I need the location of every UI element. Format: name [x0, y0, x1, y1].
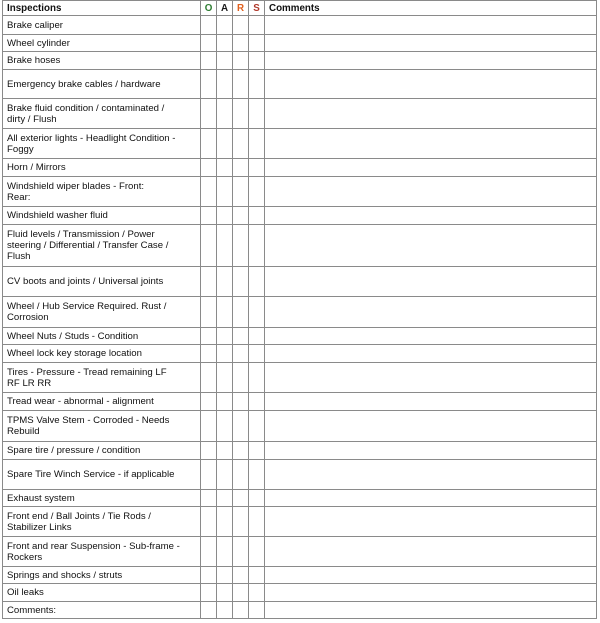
comment-cell[interactable]	[265, 328, 597, 345]
o-checkbox-cell[interactable]	[201, 567, 217, 584]
inspection-label: Exhaust system	[3, 490, 201, 507]
comment-cell[interactable]	[265, 225, 597, 267]
r-checkbox-cell[interactable]	[233, 297, 249, 328]
r-checkbox-cell[interactable]	[233, 537, 249, 567]
inspection-label: Brake caliper	[3, 16, 201, 35]
o-checkbox-cell[interactable]	[201, 442, 217, 460]
o-checkbox-cell[interactable]	[201, 460, 217, 490]
a-checkbox-cell[interactable]	[217, 177, 233, 207]
inspection-label: Wheel cylinder	[3, 35, 201, 52]
inspection-label: Spare tire / pressure / condition	[3, 442, 201, 460]
inspection-label: Front end / Ball Joints / Tie Rods / Stabilizer Links	[3, 507, 201, 537]
inspection-label: Wheel / Hub Service Required. Rust / Corrosion	[3, 297, 201, 328]
a-checkbox-cell[interactable]	[217, 70, 233, 99]
table-row	[3, 16, 597, 35]
comment-cell[interactable]	[265, 537, 597, 567]
table-row	[3, 584, 597, 602]
inspection-label: TPMS Valve Stem - Corroded - Needs Rebuild	[3, 411, 201, 442]
o-checkbox-cell[interactable]	[201, 35, 217, 52]
s-checkbox-cell[interactable]	[249, 411, 265, 442]
table-row	[3, 159, 597, 177]
a-checkbox-cell[interactable]	[217, 99, 233, 129]
o-checkbox-cell[interactable]	[201, 207, 217, 225]
r-checkbox-cell[interactable]	[233, 411, 249, 442]
a-checkbox-cell[interactable]	[217, 507, 233, 537]
r-checkbox-cell[interactable]	[233, 267, 249, 297]
o-checkbox-cell[interactable]	[201, 99, 217, 129]
o-checkbox-cell[interactable]	[201, 537, 217, 567]
s-checkbox-cell[interactable]	[249, 267, 265, 297]
inspection-label: Tread wear - abnormal - alignment	[3, 393, 201, 411]
table-row	[3, 567, 597, 584]
table-row	[3, 297, 597, 328]
a-header: A	[217, 1, 233, 16]
comment-cell[interactable]	[265, 411, 597, 442]
table-row	[3, 345, 597, 363]
inspection-label: Horn / Mirrors	[3, 159, 201, 177]
comment-cell[interactable]	[265, 584, 597, 602]
s-checkbox-cell[interactable]	[249, 207, 265, 225]
inspection-checklist	[2, 0, 596, 619]
r-checkbox-cell[interactable]	[233, 16, 249, 35]
r-checkbox-cell[interactable]	[233, 567, 249, 584]
s-checkbox-cell[interactable]	[249, 393, 265, 411]
s-checkbox-cell[interactable]	[249, 584, 265, 602]
r-checkbox-cell[interactable]	[233, 363, 249, 393]
inspections-header: Inspections	[3, 1, 201, 16]
inspection-table	[2, 0, 597, 619]
table-row	[3, 267, 597, 297]
inspection-label: Oil leaks	[3, 584, 201, 602]
a-checkbox-cell[interactable]	[217, 297, 233, 328]
inspection-label: Front and rear Suspension - Sub-frame - Rockers	[3, 537, 201, 567]
o-checkbox-cell[interactable]	[201, 297, 217, 328]
r-checkbox-cell[interactable]	[233, 507, 249, 537]
inspection-label: Comments:	[3, 602, 201, 619]
comments-header: Comments	[265, 1, 597, 16]
comment-cell[interactable]	[265, 207, 597, 225]
o-header: O	[201, 1, 217, 16]
s-checkbox-cell[interactable]	[249, 363, 265, 393]
a-checkbox-cell[interactable]	[217, 16, 233, 35]
s-checkbox-cell[interactable]	[249, 442, 265, 460]
comment-cell[interactable]	[265, 297, 597, 328]
inspection-label: Spare Tire Winch Service - if applicable	[3, 460, 201, 490]
table-row	[3, 411, 597, 442]
a-checkbox-cell[interactable]	[217, 393, 233, 411]
o-checkbox-cell[interactable]	[201, 328, 217, 345]
comment-cell[interactable]	[265, 70, 597, 99]
a-checkbox-cell[interactable]	[217, 345, 233, 363]
a-checkbox-cell[interactable]	[217, 159, 233, 177]
s-checkbox-cell[interactable]	[249, 345, 265, 363]
o-checkbox-cell[interactable]	[201, 177, 217, 207]
o-checkbox-cell[interactable]	[201, 267, 217, 297]
comment-cell[interactable]	[265, 99, 597, 129]
inspection-label: Fluid levels / Transmission / Power steering / Differential / Transfer Case / Flush	[3, 225, 201, 267]
a-checkbox-cell[interactable]	[217, 411, 233, 442]
comment-cell[interactable]	[265, 393, 597, 411]
s-checkbox-cell[interactable]	[249, 225, 265, 267]
table-row	[3, 328, 597, 345]
comment-cell[interactable]	[265, 52, 597, 70]
a-checkbox-cell[interactable]	[217, 328, 233, 345]
s-checkbox-cell[interactable]	[249, 460, 265, 490]
inspection-label: Windshield washer fluid	[3, 207, 201, 225]
o-checkbox-cell[interactable]	[201, 602, 217, 619]
s-checkbox-cell[interactable]	[249, 129, 265, 159]
r-checkbox-cell[interactable]	[233, 490, 249, 507]
a-checkbox-cell[interactable]	[217, 267, 233, 297]
s-checkbox-cell[interactable]	[249, 35, 265, 52]
a-checkbox-cell[interactable]	[217, 602, 233, 619]
o-checkbox-cell[interactable]	[201, 490, 217, 507]
s-checkbox-cell[interactable]	[249, 490, 265, 507]
s-checkbox-cell[interactable]	[249, 297, 265, 328]
table-row	[3, 460, 597, 490]
o-checkbox-cell[interactable]	[201, 345, 217, 363]
r-checkbox-cell[interactable]	[233, 225, 249, 267]
a-checkbox-cell[interactable]	[217, 490, 233, 507]
r-checkbox-cell[interactable]	[233, 442, 249, 460]
inspection-label: Windshield wiper blades - Front: Rear:	[3, 177, 201, 207]
s-checkbox-cell[interactable]	[249, 159, 265, 177]
o-checkbox-cell[interactable]	[201, 507, 217, 537]
comment-cell[interactable]	[265, 490, 597, 507]
r-checkbox-cell[interactable]	[233, 393, 249, 411]
comment-cell[interactable]	[265, 567, 597, 584]
comment-cell[interactable]	[265, 507, 597, 537]
s-checkbox-cell[interactable]	[249, 602, 265, 619]
o-checkbox-cell[interactable]	[201, 584, 217, 602]
comment-cell[interactable]	[265, 363, 597, 393]
inspection-label: All exterior lights - Headlight Condition - Foggy	[3, 129, 201, 159]
s-checkbox-cell[interactable]	[249, 507, 265, 537]
table-row	[3, 537, 597, 567]
s-checkbox-cell[interactable]	[249, 52, 265, 70]
table-row	[3, 393, 597, 411]
comment-cell[interactable]	[265, 460, 597, 490]
inspection-label: Springs and shocks / struts	[3, 567, 201, 584]
a-checkbox-cell[interactable]	[217, 537, 233, 567]
r-checkbox-cell[interactable]	[233, 328, 249, 345]
s-header: S	[249, 1, 265, 16]
comment-cell[interactable]	[265, 35, 597, 52]
comment-cell[interactable]	[265, 442, 597, 460]
table-row	[3, 70, 597, 99]
table-row	[3, 363, 597, 393]
table-row	[3, 129, 597, 159]
inspection-label: Emergency brake cables / hardware	[3, 70, 201, 99]
comment-cell[interactable]	[265, 345, 597, 363]
inspection-label: Wheel Nuts / Studs - Condition	[3, 328, 201, 345]
r-checkbox-cell[interactable]	[233, 99, 249, 129]
table-row	[3, 602, 597, 619]
inspection-label: Brake fluid condition / contaminated / dirty / Flush	[3, 99, 201, 129]
comment-cell[interactable]	[265, 267, 597, 297]
a-checkbox-cell[interactable]	[217, 207, 233, 225]
o-checkbox-cell[interactable]	[201, 225, 217, 267]
header-row	[3, 1, 597, 16]
o-checkbox-cell[interactable]	[201, 411, 217, 442]
r-checkbox-cell[interactable]	[233, 584, 249, 602]
a-checkbox-cell[interactable]	[217, 52, 233, 70]
a-checkbox-cell[interactable]	[217, 363, 233, 393]
a-checkbox-cell[interactable]	[217, 460, 233, 490]
o-checkbox-cell[interactable]	[201, 393, 217, 411]
r-checkbox-cell[interactable]	[233, 52, 249, 70]
table-row	[3, 35, 597, 52]
s-checkbox-cell[interactable]	[249, 567, 265, 584]
r-header: R	[233, 1, 249, 16]
r-checkbox-cell[interactable]	[233, 207, 249, 225]
table-row	[3, 507, 597, 537]
inspection-label: Brake hoses	[3, 52, 201, 70]
r-checkbox-cell[interactable]	[233, 159, 249, 177]
a-checkbox-cell[interactable]	[217, 129, 233, 159]
inspection-label: CV boots and joints / Universal joints	[3, 267, 201, 297]
o-checkbox-cell[interactable]	[201, 363, 217, 393]
s-checkbox-cell[interactable]	[249, 328, 265, 345]
a-checkbox-cell[interactable]	[217, 567, 233, 584]
o-checkbox-cell[interactable]	[201, 159, 217, 177]
table-row	[3, 99, 597, 129]
o-checkbox-cell[interactable]	[201, 16, 217, 35]
table-row	[3, 442, 597, 460]
inspection-label: Tires - Pressure - Tread remaining LF RF LR RR	[3, 363, 201, 393]
comment-cell[interactable]	[265, 602, 597, 619]
table-row	[3, 177, 597, 207]
s-checkbox-cell[interactable]	[249, 16, 265, 35]
s-checkbox-cell[interactable]	[249, 99, 265, 129]
s-checkbox-cell[interactable]	[249, 177, 265, 207]
comment-cell[interactable]	[265, 16, 597, 35]
a-checkbox-cell[interactable]	[217, 442, 233, 460]
r-checkbox-cell[interactable]	[233, 35, 249, 52]
r-checkbox-cell[interactable]	[233, 70, 249, 99]
comment-cell[interactable]	[265, 159, 597, 177]
table-row	[3, 225, 597, 267]
r-checkbox-cell[interactable]	[233, 460, 249, 490]
r-checkbox-cell[interactable]	[233, 345, 249, 363]
o-checkbox-cell[interactable]	[201, 52, 217, 70]
r-checkbox-cell[interactable]	[233, 129, 249, 159]
o-checkbox-cell[interactable]	[201, 70, 217, 99]
r-checkbox-cell[interactable]	[233, 177, 249, 207]
s-checkbox-cell[interactable]	[249, 537, 265, 567]
a-checkbox-cell[interactable]	[217, 35, 233, 52]
table-row	[3, 207, 597, 225]
s-checkbox-cell[interactable]	[249, 70, 265, 99]
table-row	[3, 490, 597, 507]
inspection-label: Wheel lock key storage location	[3, 345, 201, 363]
table-row	[3, 52, 597, 70]
comment-cell[interactable]	[265, 177, 597, 207]
r-checkbox-cell[interactable]	[233, 602, 249, 619]
a-checkbox-cell[interactable]	[217, 225, 233, 267]
o-checkbox-cell[interactable]	[201, 129, 217, 159]
a-checkbox-cell[interactable]	[217, 584, 233, 602]
comment-cell[interactable]	[265, 129, 597, 159]
